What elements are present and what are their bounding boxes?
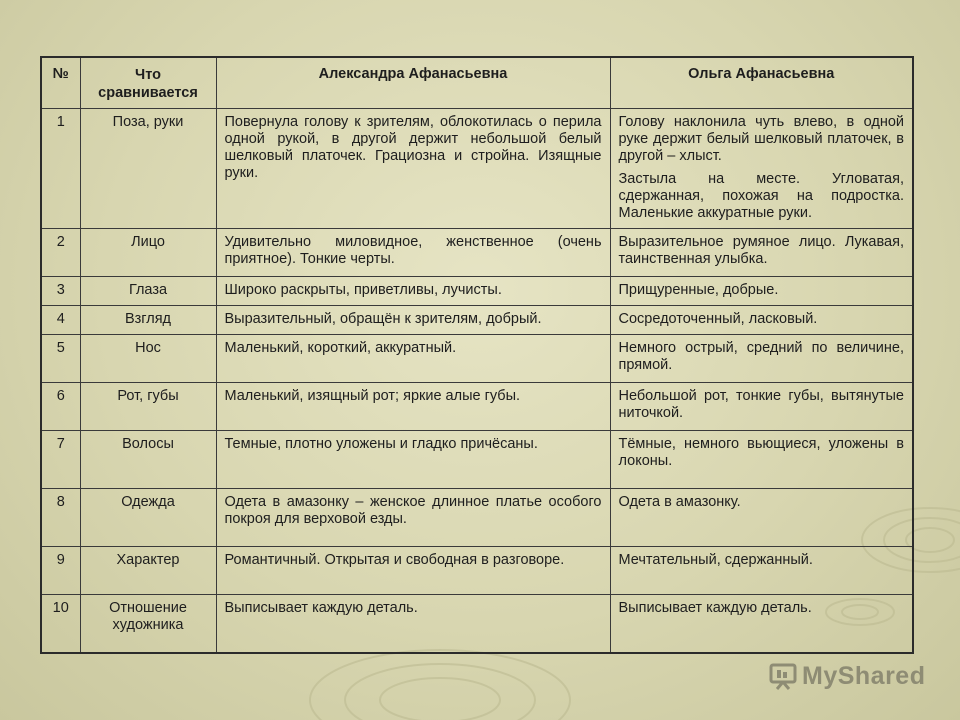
row-number: 6	[41, 383, 80, 431]
alexandra-description	[216, 595, 610, 653]
alexandra-description	[216, 489, 610, 547]
header-num: №	[41, 57, 80, 109]
alexandra-paragraph: Маленький, изящный рот; яркие алые губы.	[224, 388, 521, 404]
table-row	[41, 383, 913, 431]
table-row	[41, 335, 913, 383]
watermark-text: MyShared	[802, 661, 926, 690]
alexandra-paragraph: Выписывает каждую деталь.	[224, 600, 418, 616]
alexandra-description	[216, 229, 610, 277]
alexandra-paragraph: Повернула голову к зрителям, облокотилась о перила одной рукой, в другой держит небольшой белый шелковый платочек. Грациозна и стройна. Изящные руки.	[224, 114, 602, 181]
table-header-row	[41, 57, 913, 109]
olga-paragraph: Небольшой рот, тонкие губы, вытянутые ниточкой.	[618, 388, 904, 421]
row-number: 1	[41, 109, 80, 229]
olga-description	[610, 383, 913, 431]
table-row	[41, 547, 913, 595]
olga-description	[610, 109, 913, 229]
table-row	[41, 431, 913, 489]
row-number: 4	[41, 306, 80, 335]
presentation-board-icon	[768, 661, 798, 691]
table-row	[41, 489, 913, 547]
alexandra-paragraph: Романтичный. Открытая и свободная в разговоре.	[224, 552, 565, 568]
comparison-table-container	[40, 56, 912, 654]
header-what: Что сравнивается	[80, 57, 216, 109]
olga-paragraph: Мечтательный, сдержанный.	[618, 552, 813, 568]
table-row	[41, 595, 913, 653]
row-number: 2	[41, 229, 80, 277]
alexandra-description	[216, 306, 610, 335]
table-row	[41, 229, 913, 277]
comparison-table	[40, 56, 914, 654]
olga-description	[610, 306, 913, 335]
row-number: 5	[41, 335, 80, 383]
compared-aspect: Рот, губы	[80, 383, 216, 431]
alexandra-description	[216, 109, 610, 229]
olga-description	[610, 595, 913, 653]
alexandra-paragraph: Темные, плотно уложены и гладко причёсаны.	[224, 436, 538, 452]
olga-description	[610, 489, 913, 547]
compared-aspect: Отношение художника	[80, 595, 216, 653]
compared-aspect: Поза, руки	[80, 109, 216, 229]
row-number: 3	[41, 277, 80, 306]
alexandra-paragraph: Широко раскрыты, приветливы, лучисты.	[224, 282, 502, 298]
header-olga: Ольга Афанасьевна	[610, 57, 913, 109]
alexandra-paragraph: Выразительный, обращён к зрителям, добрый.	[224, 311, 542, 327]
olga-description	[610, 335, 913, 383]
myshared-watermark	[768, 656, 925, 696]
compared-aspect: Глаза	[80, 277, 216, 306]
compared-aspect: Характер	[80, 547, 216, 595]
olga-paragraph: Выразительное румяное лицо. Лукавая, таинственная улыбка.	[618, 234, 904, 267]
table-row	[41, 306, 913, 335]
row-number: 9	[41, 547, 80, 595]
alexandra-description	[216, 335, 610, 383]
alexandra-description	[216, 431, 610, 489]
alexandra-paragraph: Одета в амазонку – женское длинное платье особого покроя для верховой езды.	[224, 494, 602, 527]
olga-description	[610, 229, 913, 277]
row-number: 7	[41, 431, 80, 489]
row-number: 8	[41, 489, 80, 547]
table-row	[41, 109, 913, 229]
compared-aspect: Взгляд	[80, 306, 216, 335]
table-body	[41, 109, 913, 653]
alexandra-description	[216, 383, 610, 431]
alexandra-paragraph: Маленький, короткий, аккуратный.	[224, 340, 457, 356]
olga-paragraph: Выписывает каждую деталь.	[618, 600, 812, 616]
olga-description	[610, 431, 913, 489]
header-alexandra: Александра Афанасьевна	[216, 57, 610, 109]
olga-description	[610, 277, 913, 306]
alexandra-paragraph: Удивительно миловидное, женственное (очень приятное). Тонкие черты.	[224, 234, 602, 267]
alexandra-description	[216, 277, 610, 306]
olga-paragraph: Одета в амазонку.	[618, 494, 741, 510]
olga-paragraph: Тёмные, немного вьющиеся, уложены в локоны.	[618, 436, 904, 469]
olga-paragraph: Прищуренные, добрые.	[618, 282, 779, 298]
olga-paragraph: Голову наклонила чуть влево, в одной руке держит белый шелковый платочек, в другой – хлыст.	[618, 114, 904, 164]
olga-paragraph: Сосредоточенный, ласковый.	[618, 311, 818, 327]
olga-paragraph: Немного острый, средний по величине, прямой.	[618, 340, 904, 373]
olga-description	[610, 547, 913, 595]
alexandra-description	[216, 547, 610, 595]
table-row	[41, 277, 913, 306]
compared-aspect: Волосы	[80, 431, 216, 489]
compared-aspect: Нос	[80, 335, 216, 383]
compared-aspect: Лицо	[80, 229, 216, 277]
olga-paragraph: Застыла на месте. Угловатая, сдержанная, похожая на подростка. Маленькие аккуратные руки.	[618, 171, 904, 221]
compared-aspect: Одежда	[80, 489, 216, 547]
row-number: 10	[41, 595, 80, 653]
